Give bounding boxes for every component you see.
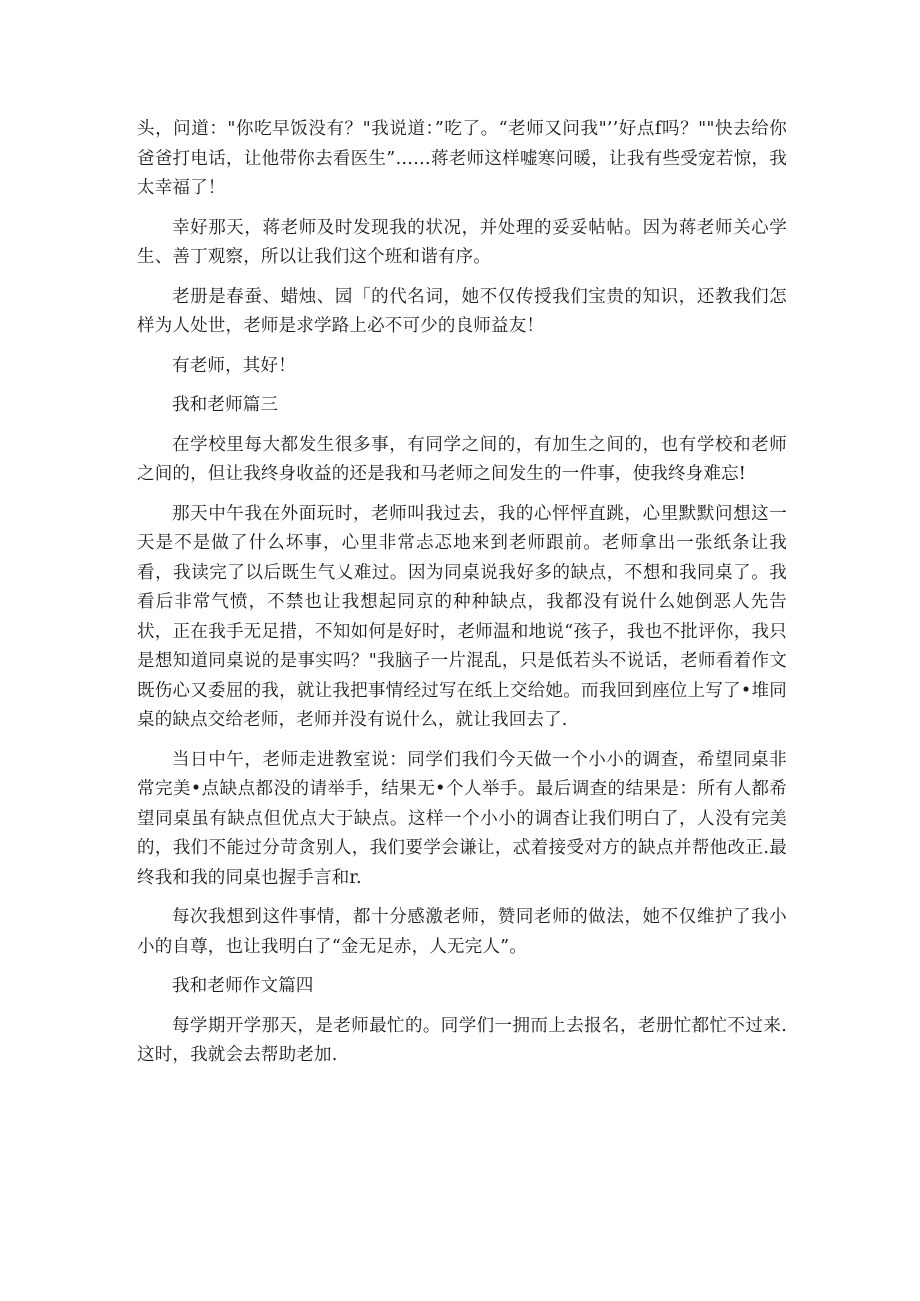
paragraph: 每学期开学那天，是老师最忙的。同学们一拥而上去报名，老册忙都忙不过来.这时，我就会去帮助老加.	[137, 1015, 787, 1065]
paragraph: 有老师，其好！	[172, 355, 296, 376]
paragraph: 在学校里每大都发生很多事，有同学之间的，有加生之间的，也有学校和老师之间的，但让我终身收益的还是我和马老师之间发生的一件事，使我终身难忘!	[137, 434, 787, 484]
document-body	[137, 115, 787, 1081]
paragraph: 每次我想到这件事情，都十分感激老师，赞同老师的做法，她不仅维护了我小小的自尊，也让我明白了“金无足赤，人无完人”。	[137, 907, 787, 957]
paragraph: 那天中午我在外面玩时，老师叫我过去，我的心怦怦直跳，心里默默问想这一天是不是做了什么坏事，心里非常忐忑地来到老师跟前。老师拿出一张纸条让我看，我读完了以后既生气乂难过。因为同桌说我好多的缺点，不想和我同桌了。我看后非常气愤，不禁也让我想起同京的种种缺点，我都没有说什么她倒恶人先告状，正在我手无足措，不知如何是好时，老师温和地说“孩子，我也不批评你，我只是想知道同桌说的是事实吗？"我脑子一片混乱，只是低若头不说话，老师看着作文既伤心又委屈的我，就让我把事情经过写在纸上交给她。而我回到座位上写了•堆同桌的缺点交给老师，老师并没有说什么，就让我回去了.	[137, 503, 787, 730]
section-heading: 我和老师作文篇四	[172, 976, 314, 996]
paragraph: 幸好那天，蒋老师及时发现我的状况，并处理的妥妥帖帖。因为蒋老师关心学生、善丁观察，所以让我们这个班和谐有序。	[137, 217, 787, 267]
section-heading: 我和老师篇三	[172, 395, 279, 415]
paragraph: 老册是春蚕、蜡烛、园「的代名词，她不仅传授我们宝贵的知识，还教我们怎样为人处世，老师是求学路上必不可少的良师益友！	[137, 286, 787, 336]
paragraph-continuation: 头，问道："你吃早饭没有？"我说道：”吃了。“老师又问我"’’好点f吗？""快去给你爸爸打电话，让他带你去看医生”……蒋老师这样嘘寒问暖，让我有些受宠若惊，我太幸福了！	[137, 119, 787, 198]
paragraph: 当日中午，老师走进教室说：同学们我们今天做一个小小的调查，希望同桌非常完美•点缺点都没的请举手，结果无•个人举手。最后调查的结果是：所有人都希望同桌虽有缺点但优点大于缺点。这样一个小小的调杳让我们明白了，人没有完美的，我们不能过分苛贪别人，我们要学会谦让，忒着接受对方的缺点并帮他改正.最终我和我的同桌也握手言和r.	[137, 749, 787, 888]
